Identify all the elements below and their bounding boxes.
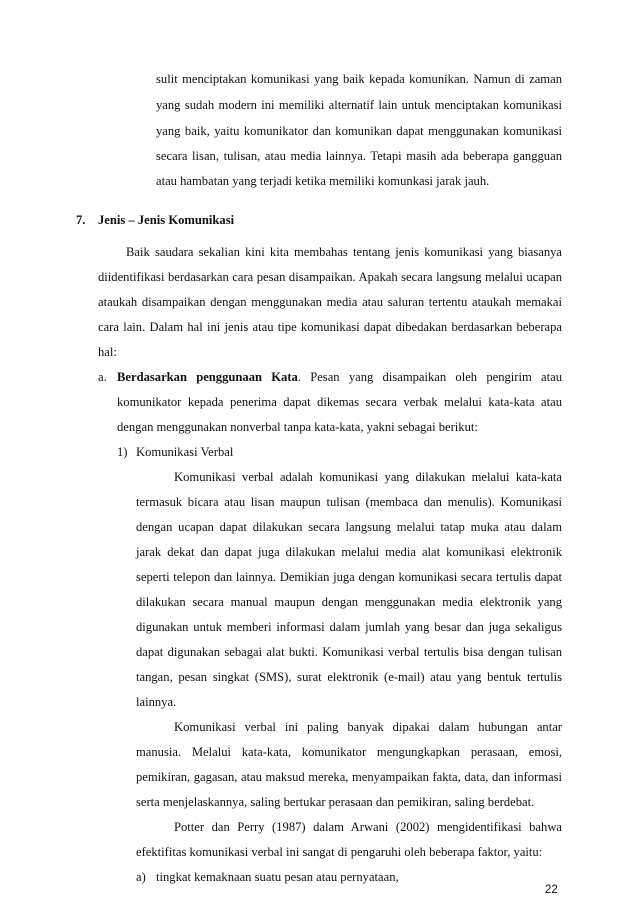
paragraph-line: lainnya. [136,695,177,709]
page-number: 22 [545,884,558,896]
paragraph-line: tangan, pesan singkat (SMS), surat elektronik (e-mail) atau yang bentuk tertulis [136,670,562,684]
paragraph-line: seperti telepon dan lainnya. Demikian juga dengan komunikasi secara tertulis dapat [136,570,562,584]
paragraph-line: hal: [98,345,117,359]
intro-line: yang baik, yaitu komunikator dan komunikan dapat menggunakan komunikasi [156,124,562,138]
paragraph-line: Komunikasi verbal adalah komunikasi yang dilakukan melalui kata-kata [174,470,562,484]
intro-line: atau hambatan yang terjadi ketika memiliki komunkasi jarak jauh. [156,174,490,188]
item-a-line: komunikator kepada penerima dapat dikemas secara verbak melalui kata-kata atau [117,395,562,409]
item-a-first-rest: . Pesan yang disampaikan oleh pengirim atau [297,370,562,384]
paragraph-line: Komunikasi verbal ini paling banyak dipakai dalam hubungan antar [174,720,562,734]
paragraph-line: pemikiran, gagasan, atau maksud mereka, menyampaikan fakta, data, dan informasi [136,770,562,784]
paragraph-line: dengan ucapan dapat dilakukan secara langsung melalui tatap muka atau dalam [136,520,562,534]
paragraph-line: digunakan untuk memberi informasi dalam jumlah yang besar dan juga sekaligus [136,620,562,634]
intro-line: sulit menciptakan komunikasi yang baik kepada komunikan. Namun di zaman [156,72,562,86]
paragraph-line: efektifitas komunikasi verbal ini sangat di pengaruhi oleh beberapa faktor, yaitu: [136,845,543,859]
paragraph-line: termasuk bicara atau lisan maupun tulisan (membaca dan menulis). Komunikasi [136,495,562,509]
paragraph-line: jarak dekat dan dapat juga dilakukan melalui media alat komunikasi elektronik [136,545,562,559]
paragraph-line: Potter dan Perry (1987) dalam Arwani (2002) mengidentifikasi bahwa [174,820,562,834]
paragraph-line: dilakukan secara manual maupun dengan menggunakan media elektronik yang [136,595,562,609]
paragraph-line: cara lain. Dalam hal ini jenis atau tipe komunikasi dapat dibedakan berdasarkan beberapa [98,320,562,334]
item-a-first-line [117,369,562,385]
item-a-bold-text: Berdasarkan penggunaan Kata [117,370,298,384]
paragraph-line: dapat digunakan sebagai alat bukti. Komunikasi verbal tertulis bisa dengan tulisan [136,645,562,659]
sub-marker-1: 1) [117,445,128,459]
sub-title-verbal: Komunikasi Verbal [136,445,234,459]
sub-item-a-text: tingkat kemaknaan suatu pesan atau pernyataan, [156,870,399,884]
section-number: 7. [76,213,86,227]
paragraph-line: ataukah disampaikan dengan menggunakan media atau saluran tertentu ataukah memakai [98,295,562,309]
paragraph-line: diidentifikasi berdasarkan cara pesan disampaikan. Apakah secara langsung melalui ucapan [98,270,562,284]
paragraph-line: manusia. Melalui kata-kata, komunikator mengungkapkan perasaan, emosi, [136,745,562,759]
paragraph-line: Baik saudara sekalian kini kita membahas tentang jenis komunikasi yang biasanya [126,245,562,259]
intro-line: yang sudah modern ini memiliki alternatif lain untuk menciptakan komunikasi [156,98,562,112]
paragraph-line: serta menjelaskannya, saling bertukar perasaan dan pemikiran, saling berdebat. [136,795,535,809]
item-a-line: dengan menggunakan nonverbal tanpa kata-kata, yakni sebagai berikut: [117,420,478,434]
sub-marker-a: a) [136,870,146,884]
section-title: Jenis – Jenis Komunikasi [98,213,235,227]
intro-line: secara lisan, tulisan, atau media lainnya. Tetapi masih ada beberapa gangguan [156,149,562,163]
list-marker-a: a. [98,370,107,384]
